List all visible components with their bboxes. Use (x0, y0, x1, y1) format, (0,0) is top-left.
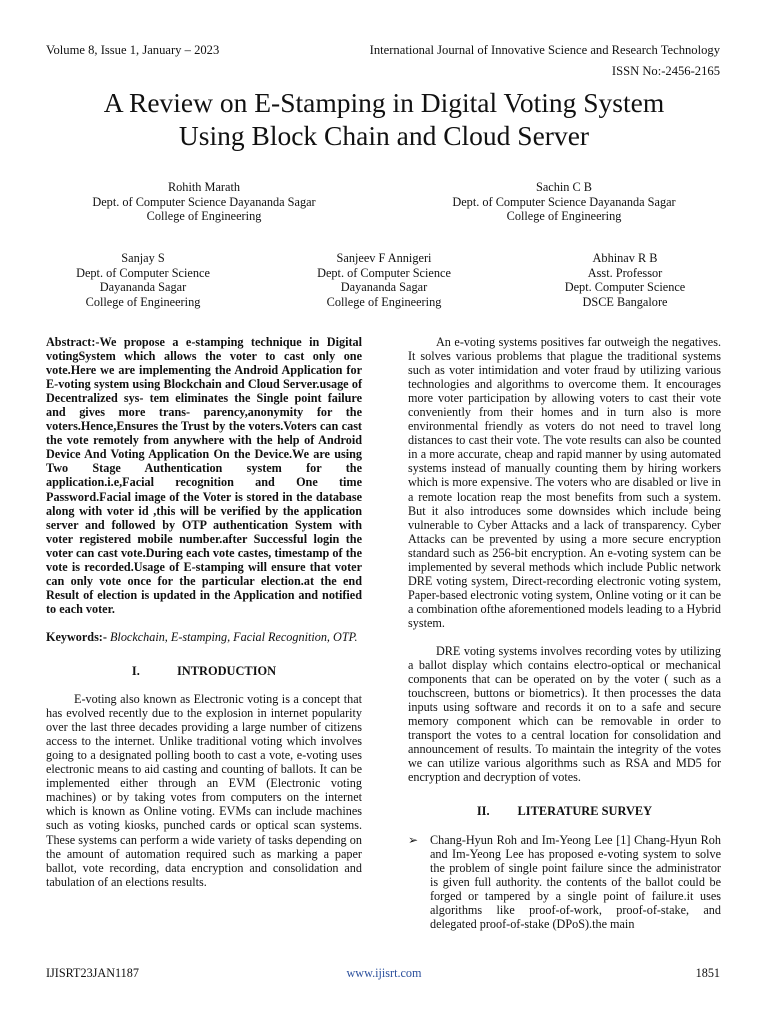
author-affiliation: College of Engineering (326, 294, 442, 309)
paper-title-line-2: Using Block Chain and Cloud Server (178, 120, 590, 151)
author-affiliation: Dept. of Computer Science (317, 265, 451, 280)
journal-website-link[interactable]: www.ijisrt.com (346, 966, 422, 980)
author-affiliation: Dept. Computer Science (564, 280, 686, 295)
left-column (46, 335, 362, 889)
author-name: Sachin C B (535, 180, 593, 194)
list-item-text: Chang-Hyun Roh and Im-Yeong Lee [1] Chang-Hyun Roh and Im-Yeong Lee has proposed e-voting system to solve the problem of single point failure since the administrator is given full authority. the contents of the ballot could be forged or tampered by a single point of failure.it uses algorithms like proof-of-work, proof-of-stake, and delegated proof-of-stake (DPoS).the main (430, 832, 721, 931)
issn-number: ISSN No:-2456-2165 (611, 64, 720, 78)
keywords (46, 630, 362, 644)
author-affiliation: College of Engineering (506, 209, 622, 224)
keywords-list: Blockchain, E-stamping, Facial Recognition, OTP. (106, 629, 358, 644)
author-affiliation: Dept. of Computer Science (76, 265, 210, 280)
arrow-bullet-icon: ➢ (408, 832, 419, 847)
journal-name: International Journal of Innovative Science and Research Technology (369, 43, 720, 57)
body-paragraph: An e-voting systems positives far outweigh the negatives. It solves various problems that plague the traditional systems such as voter intimidation and voter fraud by utilizing various technologies and algorithms to overcome them. It encourages more voter participation by allowing voters to cast their vote conveniently from their homes and in turn also is more environmental friendly as voters do not need to travel long distances to cast their vote. The vote results can also be counted in a more accurate, cheap and rapid manner by using automated systems instead of manually counting them by hiring workers which is more expensive. The voters who are disabled or live in a remote location reap the most benefits from such a system. But it also introduces some downsides which include being vulnerable to Cyber Attacks and a lack of transparency. Cyber Attacks can be prevented by using a more secure encryption standard such as 256-bit encryption. An e-voting system can be implemented by several methods which include Public network DRE voting system, Direct-recording electronic voting system, Paper-based electronic voting system, Online voting or it can be a combination ofthe aforementioned models leading to a Hybrid system. (408, 335, 721, 630)
author-block-2 (444, 180, 684, 224)
paper-title-line-1: A Review on E-Stamping in Digital Voting System (103, 87, 665, 118)
section-number: II. (476, 804, 490, 819)
right-column (408, 335, 721, 931)
author-block-5 (545, 251, 705, 309)
list-item (408, 833, 721, 931)
author-name: Abhinav R B (592, 251, 658, 265)
author-name: Rohith Marath (167, 180, 241, 194)
author-block-1 (84, 180, 324, 224)
page-number: 1851 (695, 966, 720, 980)
section-number: I. (131, 663, 140, 678)
abstract: Abstract:-We propose a e-stamping technique in Digital votingSystem which allows the voter to cast only one vote.Here we are implementing the Android Application for E-voting system using Blockchain and Cloud Server.usage of Decentralized sys- tem eliminates the Single point failure and gives more trans- parency,anonymity for the voters.Hence,Ensures the Trust by the voters.Voters can cast the vote remotely from anywhere with the help of Android Device And Voting Application On the Device.We are using Two Stage Authentication system for the application.i.e,Facial recognition and One time Password.Facial image of the Voter is stored in the database along with voter id ,this will be verified by the application server and followed by OTP authentication System with voter registered mobile number.after Successful login the voter can cast vote.During each vote castes, timestamp of the vote is recorded.Usage of E-stamping will ensure that voter can only vote once for the particular election.at the end Result of election is updated in the Application and notified to each voter. (46, 335, 362, 616)
section-heading-introduction (46, 664, 362, 678)
author-affiliation: Dept. of Computer Science Dayananda Sagar (92, 194, 316, 209)
section-title: LITERATURE SURVEY (517, 804, 653, 819)
author-affiliation: Asst. Professor (587, 265, 663, 280)
keywords-label: Keywords:- (46, 629, 107, 644)
paper-id: IJISRT23JAN1187 (46, 966, 139, 980)
author-affiliation: College of Engineering (85, 294, 201, 309)
author-name: Sanjay S (121, 251, 165, 265)
paper-title (0, 86, 768, 152)
body-paragraph: DRE voting systems involves recording votes by utilizing a ballot display which contains electro-optical or mechanical components that can be operated on by the voter ( such as a touchscreen, buttons or biometrics). It then processes the data inputs using software and records it on to a safe and secure memory component which can be removable in order to transport the votes to a central location for consolidation and announcement of results. To maintain the integrity of the votes we can utilize various algorithms such as RSA and MD5 for encryption and decryption of votes. (408, 643, 721, 785)
introduction-paragraph: E-voting also known as Electronic voting is a concept that has evolved recently due to the explosion in internet popularity over the last three decades providing a large number of citizens access to the internet. Unlike traditional voting which involves going to a designated polling booth to cast a vote, e-voting uses electronic means to aid casting and counting of ballots. It can be implemented either through an EVM (Electronic voting machines) or by taking votes from computers on the internet which is known as Online voting. EVMs can include machines such as voting kiosks, punched cards or optical scan systems. These systems can perform a wide variety of tasks depending on the amount of automation required such as marking a paper ballot, vote recording, data encryption and consolidation and tabulation of an elections results. (46, 692, 362, 889)
author-affiliation: Dayananda Sagar (340, 280, 428, 295)
author-affiliation: Dayananda Sagar (99, 280, 187, 295)
author-affiliation: College of Engineering (146, 209, 262, 224)
author-affiliation: DSCE Bangalore (582, 294, 668, 309)
author-block-3 (63, 251, 223, 309)
section-title: INTRODUCTION (176, 663, 277, 678)
author-affiliation: Dept. of Computer Science Dayananda Sagar (452, 194, 676, 209)
section-heading-literature-survey (408, 804, 721, 818)
author-name: Sanjeev F Annigeri (336, 251, 432, 265)
volume-info: Volume 8, Issue 1, January – 2023 (46, 43, 220, 57)
author-block-4 (304, 251, 464, 309)
